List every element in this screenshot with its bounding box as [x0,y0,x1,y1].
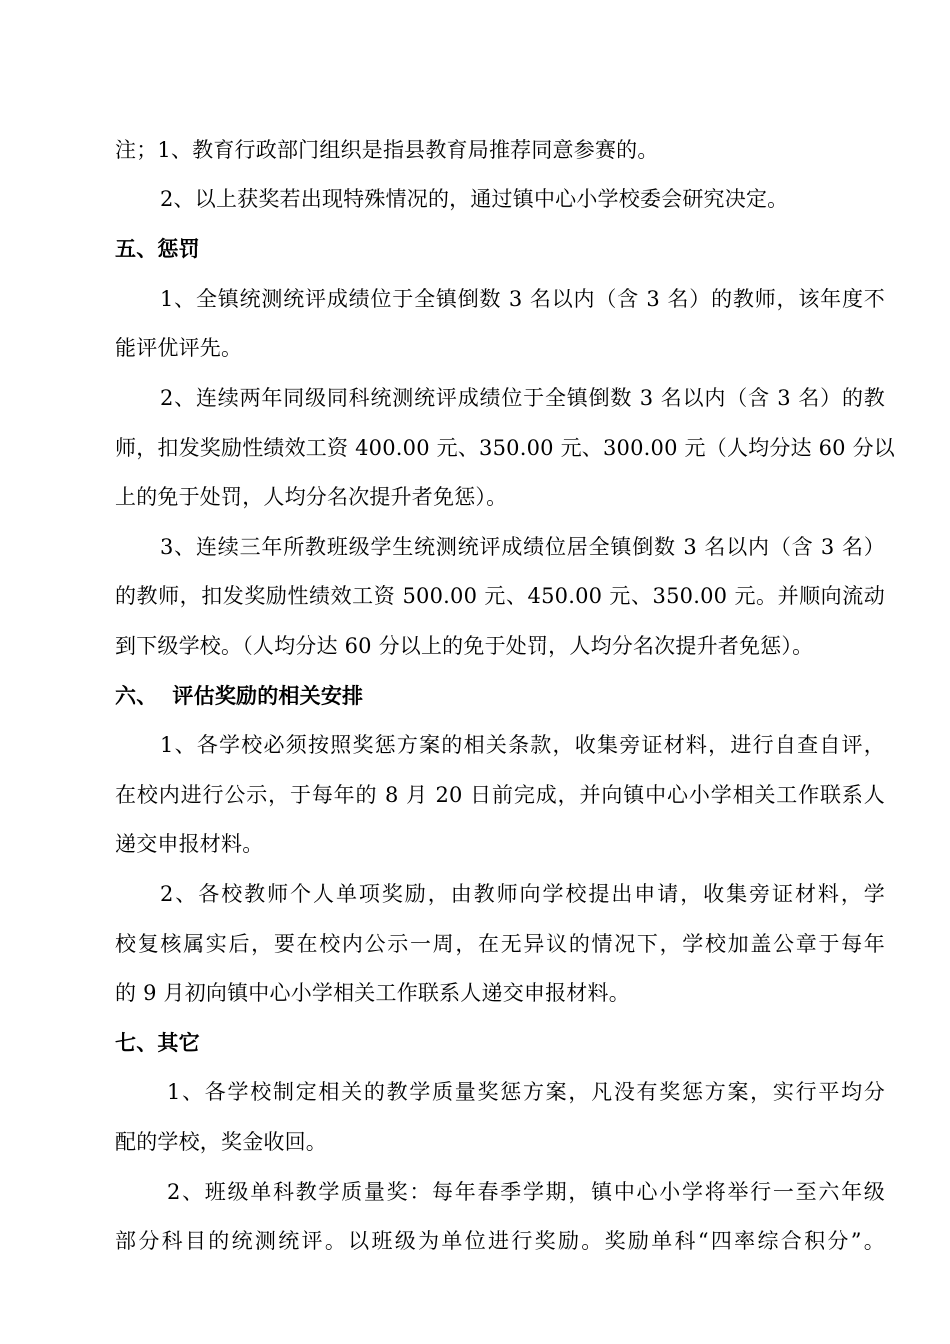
section-6-item-2-line-3: 的 9 月初向镇中心小学相关工作联系人递交申报材料。 [115,981,630,1005]
section-6-item-2-line-1: 2、各校教师个人单项奖励，由教师向学校提出申请，收集旁证材料，学 [160,882,885,906]
section-6-heading: 六、 评估奖励的相关安排 [115,684,364,708]
section-6-item-1-line-3: 递交申报材料。 [115,832,264,856]
section-5-item-3-line-3: 到下级学校。（人均分达 60 分以上的免于处罚，人均分名次提升者免惩）。 [115,634,814,658]
section-7-heading: 七、其它 [115,1031,200,1055]
section-7-item-1-line-2: 配的学校，奖金收回。 [115,1130,327,1154]
section-5-item-1-line-2: 能评优评先。 [115,336,243,360]
note-line-1: 注；1、教育行政部门组织是指县教育局推荐同意参赛的。 [115,138,659,162]
section-5-item-2-line-3: 上的免于处罚，人均分名次提升者免惩）。 [115,485,508,509]
section-5-item-3-line-1: 3、连续三年所教班级学生统测统评成绩位居全镇倒数 3 名以内（含 3 名） [160,535,885,559]
note-line-2: 2、以上获奖若出现特殊情况的，通过镇中心小学校委会研究决定。 [160,187,789,211]
section-6-item-1-line-1: 1、各学校必须按照奖惩方案的相关条款，收集旁证材料，进行自查自评， [160,733,885,757]
section-7-item-2-line-2: 部分科目的统测统评。以班级为单位进行奖励。奖励单科“四率综合积分”。 [115,1229,885,1253]
section-6-item-2-line-2: 校复核属实后，要在校内公示一周，在无异议的情况下，学校加盖公章于每年 [115,932,885,956]
section-5-item-3-line-2: 的教师，扣发奖励性绩效工资 500.00 元、450.00 元、350.00 元。并顺向流动 [115,584,885,608]
section-7-item-1-line-1: 1、各学校制定相关的教学质量奖惩方案，凡没有奖惩方案，实行平均分 [167,1080,885,1104]
section-5-item-2-line-1: 2、连续两年同级同科统测统评成绩位于全镇倒数 3 名以内（含 3 名）的教 [160,386,885,410]
section-6-item-1-line-2: 在校内进行公示，于每年的 8 月 20 日前完成，并向镇中心小学相关工作联系人 [115,783,885,807]
section-5-item-2-line-2: 师，扣发奖励性绩效工资 400.00 元、350.00 元、300.00 元（人均分达 60 分以 [115,436,896,460]
section-7-item-2-line-1: 2、班级单科教学质量奖：每年春季学期，镇中心小学将举行一至六年级 [167,1180,885,1204]
section-5-item-1-line-1: 1、全镇统测统评成绩位于全镇倒数 3 名以内（含 3 名）的教师，该年度不 [160,287,885,311]
section-5-heading: 五、惩罚 [115,237,200,261]
